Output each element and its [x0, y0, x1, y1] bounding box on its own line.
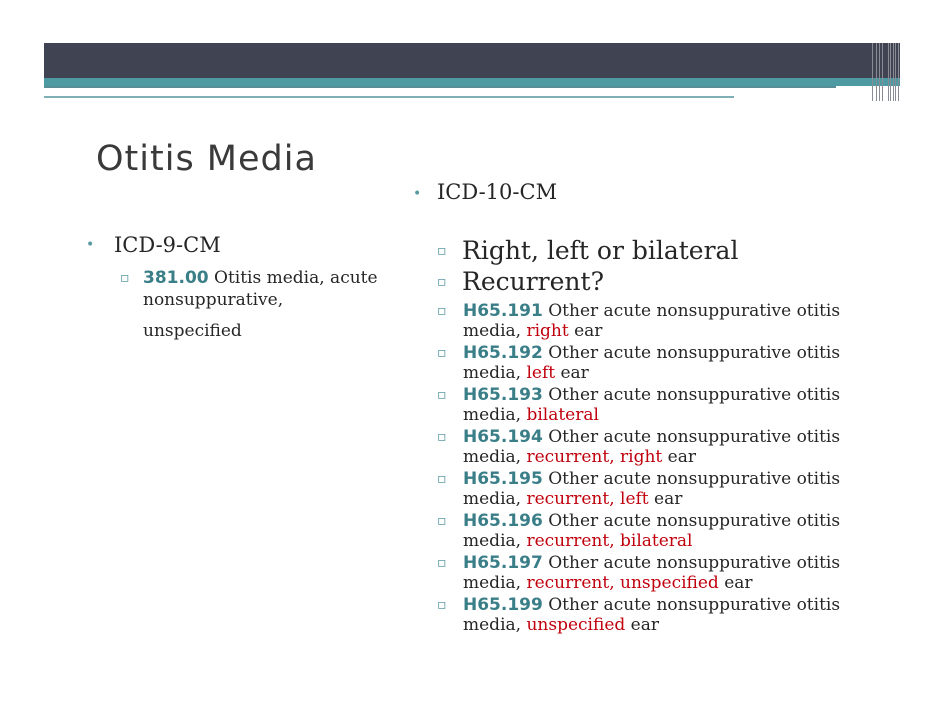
bullet-square: ▫	[437, 274, 447, 290]
icd9-item-line1	[143, 268, 378, 288]
icd10-laterality: recurrent, left	[526, 489, 649, 509]
icd10-code: H65.192	[463, 343, 543, 363]
icd10-tail: ear	[718, 573, 753, 593]
icd10-sub-laterality: Right, left or bilateral	[462, 236, 739, 265]
header-stripes	[868, 43, 900, 103]
icd10-media-word: media,	[463, 615, 527, 635]
icd10-desc-line2	[463, 489, 682, 509]
icd10-media-word: media,	[463, 447, 527, 467]
icd10-desc: Other acute nonsuppurative otitis	[542, 469, 841, 489]
icd10-tail: ear	[648, 489, 683, 509]
icd10-code: H65.194	[463, 427, 543, 447]
icd10-desc-line2	[463, 615, 659, 635]
icd10-laterality: recurrent, bilateral	[526, 531, 693, 551]
icd10-desc-line2	[463, 531, 693, 551]
bullet-square: ▫	[437, 471, 447, 487]
icd10-desc: Other acute nonsuppurative otitis	[542, 343, 841, 363]
icd10-code: H65.191	[463, 301, 543, 321]
icd9-desc-1: Otitis media, acute	[214, 268, 378, 288]
icd9-code: 381.00	[143, 268, 209, 288]
icd9-desc-2: nonsuppurative,	[143, 290, 284, 310]
icd10-desc: Other acute nonsuppurative otitis	[542, 385, 841, 405]
icd9-desc-3: unspecified	[143, 321, 242, 341]
icd10-desc-line2	[463, 321, 602, 341]
bullet-square: ▫	[437, 597, 447, 613]
bullet-square: ▫	[437, 387, 447, 403]
icd10-desc-line2	[463, 405, 599, 425]
icd10-desc: Other acute nonsuppurative otitis	[542, 553, 841, 573]
icd10-laterality: recurrent, unspecified	[526, 573, 719, 593]
icd10-heading: ICD-10-CM	[437, 180, 558, 204]
icd10-desc-line2	[463, 363, 589, 383]
slide-title: Otitis Media	[96, 139, 317, 179]
icd10-media-word: media,	[463, 573, 527, 593]
icd10-code-line	[463, 553, 840, 573]
icd10-code: H65.195	[463, 469, 543, 489]
bullet-square: ▫	[437, 303, 447, 319]
icd10-code: H65.193	[463, 385, 543, 405]
icd10-desc: Other acute nonsuppurative otitis	[542, 301, 841, 321]
bullet-square: ▫	[437, 555, 447, 571]
icd10-tail: ear	[555, 363, 589, 383]
header-rule-secondary	[44, 96, 734, 98]
icd10-code-line	[463, 385, 840, 405]
icd10-desc: Other acute nonsuppurative otitis	[542, 511, 841, 531]
icd10-laterality: right	[526, 321, 569, 341]
icd10-code-line	[463, 301, 840, 321]
icd10-code-line	[463, 469, 840, 489]
icd10-laterality: recurrent, right	[526, 447, 663, 467]
header-accent-bar	[44, 78, 900, 86]
icd10-media-word: media,	[463, 489, 527, 509]
icd10-media-word: media,	[463, 321, 527, 341]
icd10-code: H65.197	[463, 553, 543, 573]
bullet-square: ▫	[437, 345, 447, 361]
bullet-square: ▫	[437, 513, 447, 529]
bullet-dot: •	[413, 186, 422, 202]
bullet-square: ▫	[120, 270, 130, 286]
icd10-sub-recurrent: Recurrent?	[462, 267, 604, 296]
bullet-dot: •	[86, 237, 95, 253]
icd10-code-line	[463, 595, 840, 615]
bullet-square: ▫	[437, 429, 447, 445]
icd10-tail: ear	[568, 321, 603, 341]
icd10-laterality: bilateral	[526, 405, 599, 425]
icd10-tail: ear	[625, 615, 659, 635]
bullet-square: ▫	[437, 243, 447, 259]
icd10-laterality: unspecified	[526, 615, 626, 635]
icd10-code-line	[463, 343, 840, 363]
icd10-media-word: media,	[463, 531, 527, 551]
icd10-desc-line2	[463, 447, 696, 467]
icd10-code: H65.199	[463, 595, 543, 615]
icd10-code-line	[463, 427, 840, 447]
icd9-heading: ICD-9-CM	[114, 233, 221, 257]
icd10-desc-line2	[463, 573, 753, 593]
icd10-media-word: media,	[463, 363, 527, 383]
header-rule	[44, 86, 836, 88]
icd10-laterality: left	[526, 363, 556, 383]
icd10-tail: ear	[662, 447, 696, 467]
icd10-code-line	[463, 511, 840, 531]
icd10-desc: Other acute nonsuppurative otitis	[542, 427, 841, 447]
header-bar	[44, 43, 900, 78]
icd10-desc: Other acute nonsuppurative otitis	[542, 595, 841, 615]
icd10-media-word: media,	[463, 405, 527, 425]
icd10-code: H65.196	[463, 511, 543, 531]
